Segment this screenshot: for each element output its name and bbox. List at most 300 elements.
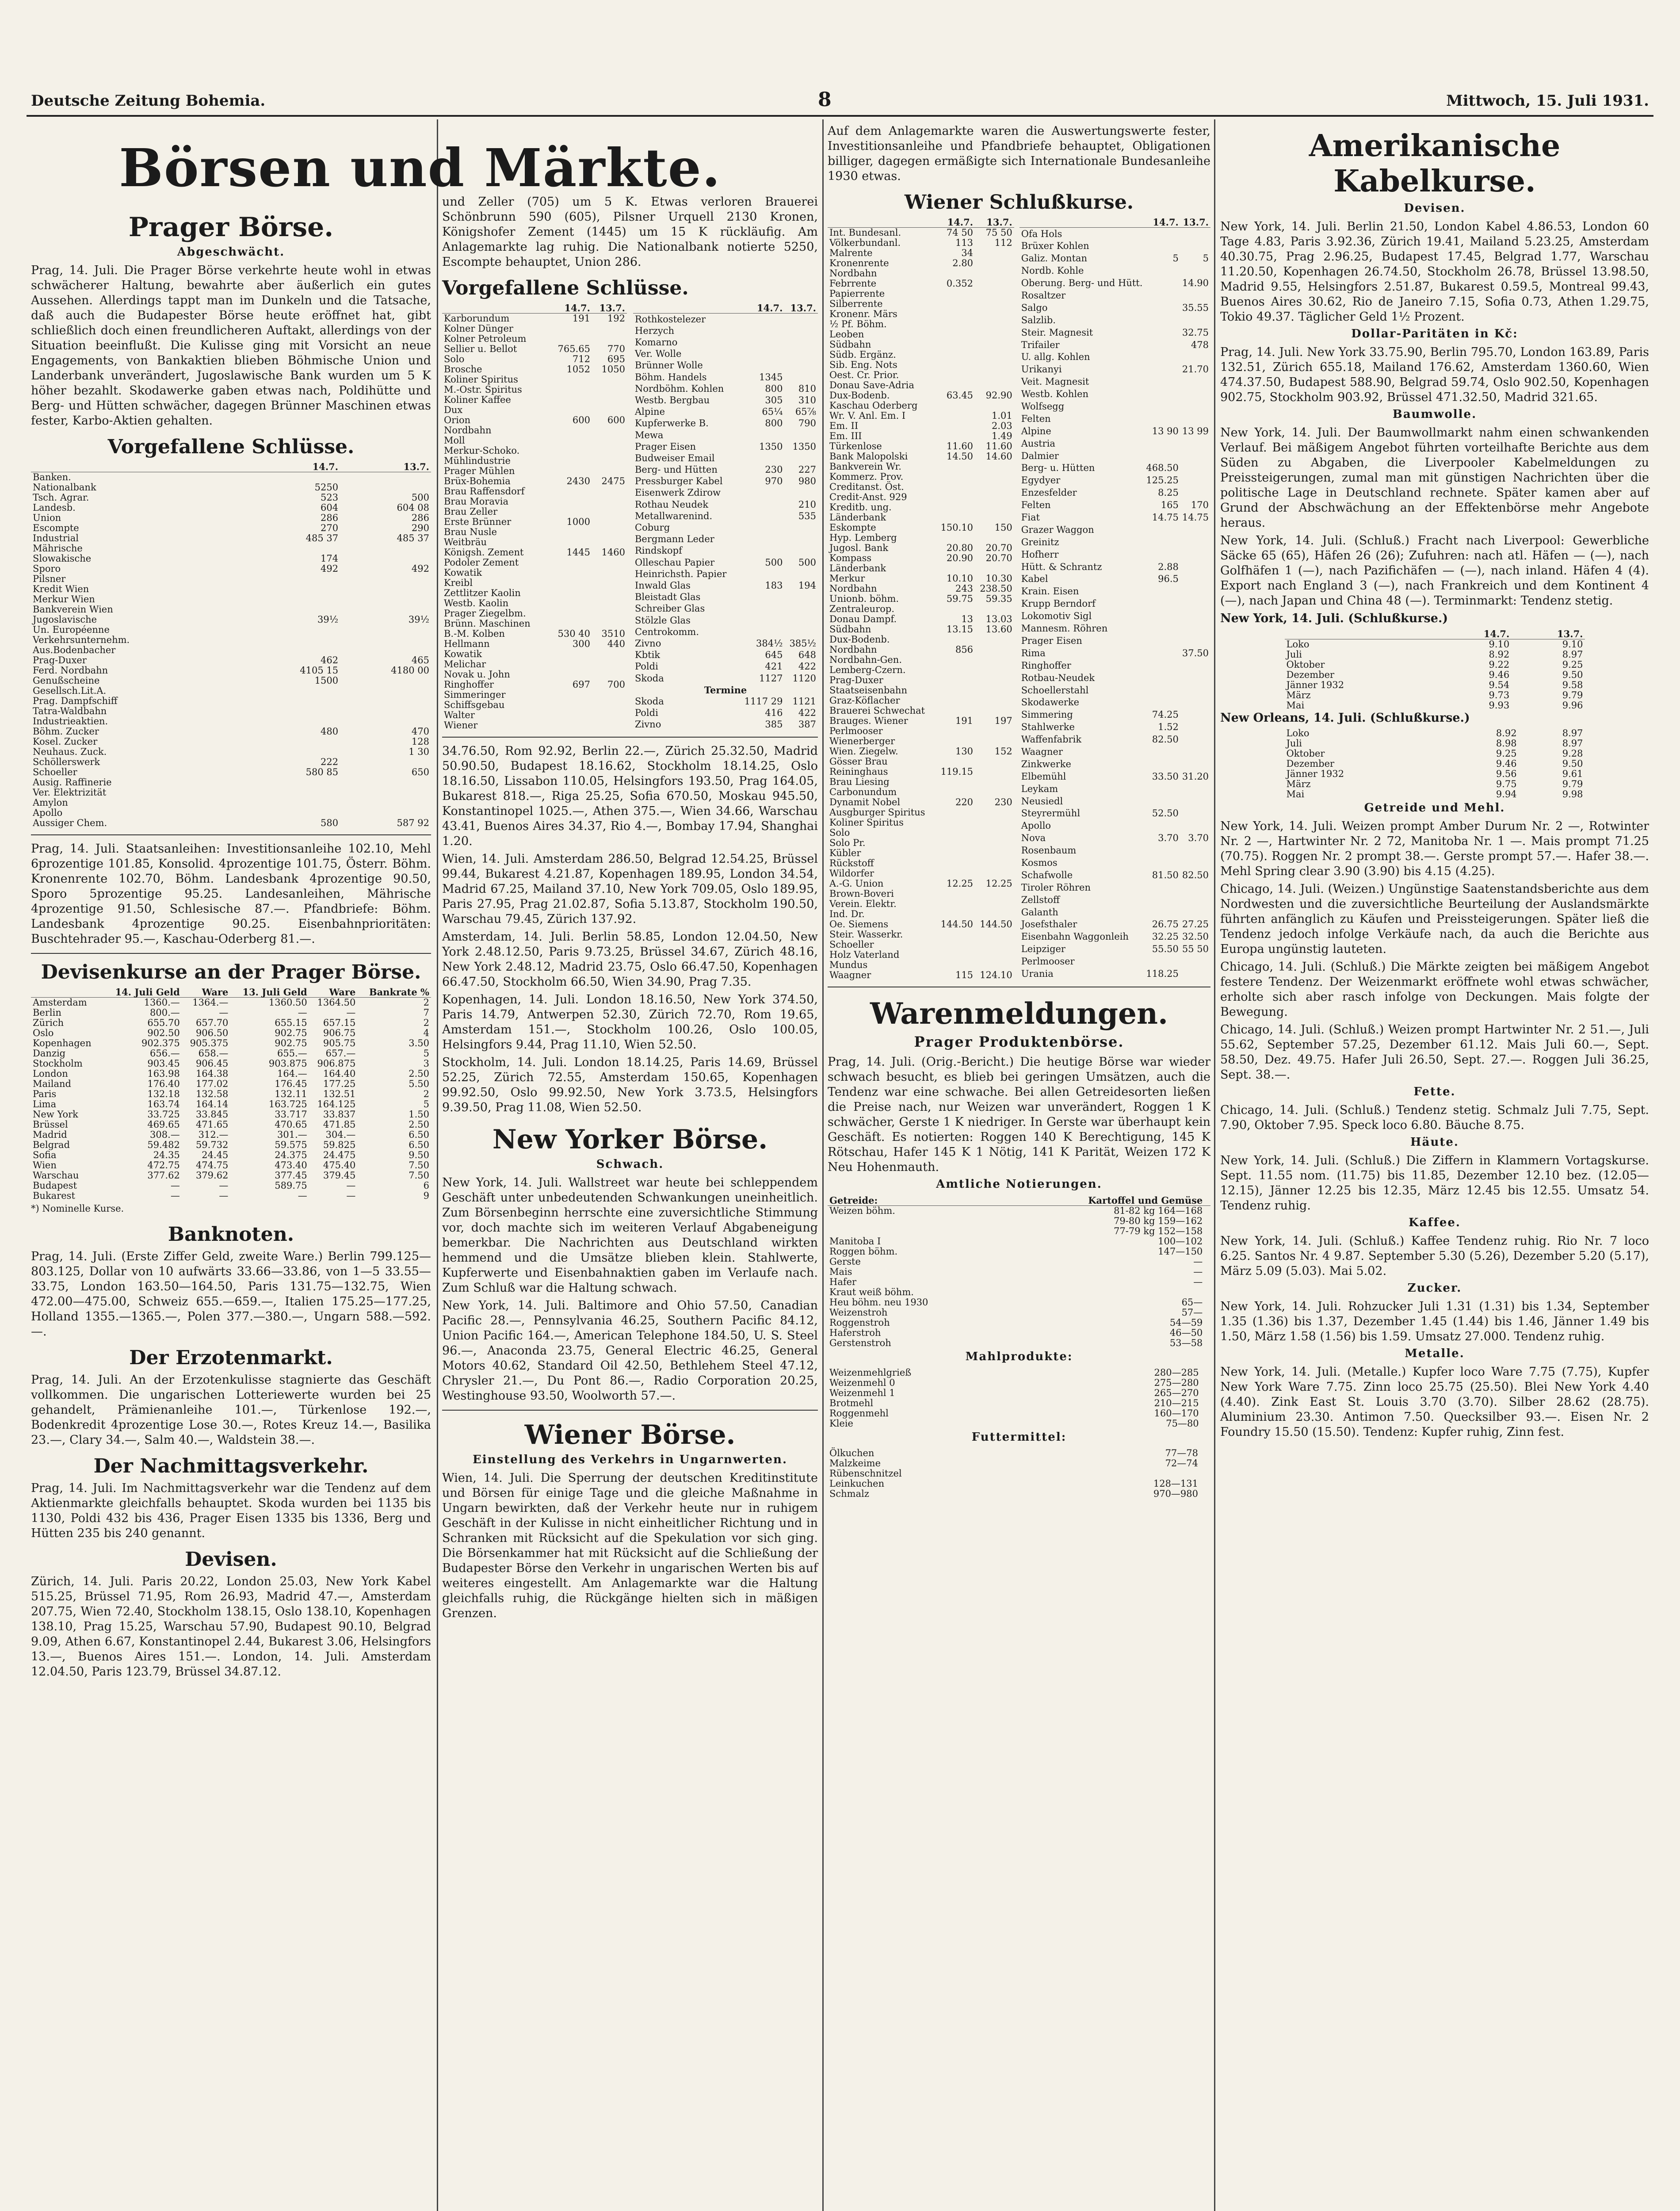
table-row xyxy=(1019,450,1210,462)
table-row xyxy=(633,557,818,568)
row-value xyxy=(935,909,975,919)
table-row xyxy=(828,1378,1210,1388)
chicago-text-2: Chicago, 14. Juli. (Schluß.) Die Märkte zeigten bei mäßigem Angebot festere Tendenz. Der Weizenmarkt eröffnete wohl etwas schwächer, erholte sich aber rasch infolge von Deckungen. Mais folgte der Bewegung. xyxy=(1220,960,1649,1019)
table-row xyxy=(828,340,1014,350)
table-row xyxy=(1285,749,1585,759)
column-header xyxy=(442,303,549,314)
table-row xyxy=(633,383,818,394)
row-label: Hofherr xyxy=(1021,549,1059,560)
row-value xyxy=(975,299,1014,309)
table-row xyxy=(31,777,431,788)
column-header: 14.7. xyxy=(549,303,592,314)
prager-boerse-subtitle: Abgeschwächt. xyxy=(177,245,285,259)
row-label: Pilsner xyxy=(33,574,66,584)
row-label: Verein. Elektr. xyxy=(829,899,897,909)
row-label: Schmalz xyxy=(829,1488,869,1499)
kabel-devisen-text: New York, 14. Juli. Berlin 21.50, London Kabel 4.86.53, London 60 Tage 4.83, Paris 3.92.36, Zürich 19.41, Mailand 5.23.25, Amsterdam 40.30.75, Prag 2.96.25, Budapest 17.45, Belgrad 1.77, Warschau 11.20.50, Kopenhagen 26.74.50, Stockholm 26.78, Brüssel 13.98.50, Madrid 9.55, Helsingfors 2.51.87, Bukarest 0.59.5, Montreal 99.43, Buenos Aires 30.62, Rio de Janeiro 7.15, Sofia 0.73, Athen 1.29.75, Tokio 49.37. Täglicher Geld 1½ Prozent. xyxy=(1220,220,1649,324)
row-label xyxy=(828,1226,1003,1236)
row-value: 144.50 xyxy=(940,919,974,930)
table-row xyxy=(442,680,627,690)
table-row xyxy=(1019,277,1210,290)
row-value xyxy=(549,334,592,344)
row-value xyxy=(935,889,975,899)
row-value xyxy=(340,798,431,808)
row-value xyxy=(975,635,1014,645)
row-label: Prager Eisen xyxy=(635,441,696,452)
row-value xyxy=(975,767,1014,777)
row-value: 421 xyxy=(765,661,783,672)
row-label: Kraut weiß böhm. xyxy=(829,1287,914,1297)
row-label: Merkur-Schoko. xyxy=(444,445,520,456)
row-value: 4180 00 xyxy=(391,665,429,676)
row-value xyxy=(592,720,627,731)
row-label: Holz Vaterland xyxy=(829,949,900,960)
row-label: Ver. Wolle xyxy=(635,348,682,360)
table-row xyxy=(828,685,1014,696)
row-value: 3.70 xyxy=(1158,833,1179,844)
row-value xyxy=(1204,1257,1210,1267)
row-value: — xyxy=(170,1190,180,1201)
row-value: — xyxy=(1193,1277,1203,1287)
row-value: 163.725 xyxy=(268,1099,307,1109)
ny-boerse-quotes: New York, 14. Juli. Baltimore and Ohio 57.50, Canadian Pacific 28.—, Pennsylvania 46.25, Southern Pacific 84.12, Union Pacific 164.—, American Telephone 184.50, U. S. Steel 96.—, Anaconda 23.75, General Electric 46.25, General Motors 40.62, Standard Oil 42.50, Bethlehem Steel 47.12, Chrysler 21.—, Du Pont 86.—, Radio Corporation 20.25, Westinghouse 93.50, Woolworth 57.—. xyxy=(442,1299,818,1403)
row-value: 165 xyxy=(1161,500,1179,511)
baumwolle-text: New York, 14. Juli. Der Baumwollmarkt nahm einen schwankenden Verlauf. Bei mäßigem Angebot führten vorteilhafte Berichte aus dem Süden zu Abgaben, die Liverpooler Kabelmeldungen zu Preissteigerungen, zumal man mit günstigen Nachrichten über die politische Lage in Deutschland rechnete. Später kamen aber auf Grund der Abschwächung an der Effektenbörse mehr Angebote heraus. xyxy=(1220,426,1649,530)
table-row xyxy=(1019,240,1210,252)
row-value: 470 xyxy=(411,726,429,737)
table-row xyxy=(633,615,818,626)
table-row xyxy=(828,787,1014,797)
futtermittel-title: Futtermittel: xyxy=(971,1431,1067,1444)
row-value: 9.25 xyxy=(1562,659,1583,670)
row-label: Zellstoff xyxy=(1021,894,1060,905)
row-value xyxy=(340,604,431,615)
row-value: 176.40 xyxy=(147,1079,180,1089)
row-label: Wiener xyxy=(444,720,478,731)
table-row xyxy=(31,543,431,554)
row-label: Westb. Bergbau xyxy=(635,394,710,405)
row-value xyxy=(1180,906,1210,918)
column-header: 14. Juli Geld xyxy=(103,987,182,998)
row-value xyxy=(935,960,975,970)
row-label: Krupp Berndorf xyxy=(1021,598,1096,609)
row-value xyxy=(1144,277,1180,290)
row-value: 7.50 xyxy=(409,1160,429,1171)
row-value xyxy=(935,706,975,716)
row-value: 587 92 xyxy=(397,818,429,828)
row-label: Waagner xyxy=(829,970,871,980)
column-header: 14.7. xyxy=(935,217,975,228)
column-header: 13.7. xyxy=(592,303,627,314)
row-value: 1050 xyxy=(601,364,625,375)
notierungen-title: Amtliche Notierungen. xyxy=(936,1178,1102,1191)
row-value: 74.25 xyxy=(1152,709,1179,720)
row-value: 4 xyxy=(423,1028,429,1038)
row-value xyxy=(738,510,785,522)
row-label: Kopenhagen xyxy=(33,1038,92,1048)
row-value xyxy=(935,309,975,319)
table-row xyxy=(1019,709,1210,721)
table-row xyxy=(828,757,1014,767)
row-value xyxy=(1144,758,1180,770)
table-row xyxy=(828,746,1014,757)
row-label: Mühlindustrie xyxy=(444,455,511,466)
row-value: 492 xyxy=(411,563,429,574)
row-label: Solo xyxy=(829,827,850,838)
row-label: Rotbau-Neudek xyxy=(1021,672,1095,683)
row-value: — xyxy=(1193,1256,1203,1267)
row-value: 11.60 xyxy=(946,441,974,451)
row-value: 197 xyxy=(994,715,1012,726)
table-row xyxy=(31,513,431,523)
row-value: 177.25 xyxy=(323,1079,356,1089)
row-label: Kredit Wien xyxy=(33,584,89,594)
row-value: 24.475 xyxy=(323,1150,356,1160)
row-value xyxy=(1144,450,1180,462)
row-value xyxy=(1200,1469,1210,1479)
row-value: 81.50 xyxy=(1152,869,1179,880)
row-value: 9.73 xyxy=(1489,690,1510,700)
row-value: 485 37 xyxy=(305,533,339,543)
row-label: Sellier u. Bellot xyxy=(444,344,517,354)
table-row xyxy=(1019,845,1210,857)
row-value xyxy=(1144,647,1180,659)
row-value xyxy=(549,497,592,507)
column-header: 14.7. xyxy=(249,462,340,472)
row-value: 9.46 xyxy=(1489,669,1510,680)
row-label: Kreibl xyxy=(444,578,473,588)
row-value: 2430 xyxy=(566,476,590,486)
table-row xyxy=(31,716,431,727)
row-label: Wildorfer xyxy=(829,868,874,879)
row-label: Manitoba I xyxy=(829,1236,881,1247)
row-value xyxy=(1204,1267,1210,1277)
row-label: Brau Nusle xyxy=(444,527,497,537)
row-label: Lemberg-Czern. xyxy=(829,665,906,675)
row-label: Moll xyxy=(444,435,465,446)
row-value xyxy=(1003,1287,1205,1297)
row-value xyxy=(784,337,818,348)
table-row xyxy=(442,578,627,588)
row-label: Brünner Wolle xyxy=(635,360,703,371)
row-value xyxy=(1180,684,1210,696)
column-header: 13.7. xyxy=(975,217,1014,228)
table-row xyxy=(31,727,431,737)
row-value xyxy=(975,563,1014,574)
row-label: Berlin xyxy=(33,1007,61,1018)
row-label: Aus.Bodenbacher xyxy=(33,645,116,655)
row-value: 55 50 xyxy=(1182,944,1209,955)
row-value xyxy=(1144,857,1180,869)
row-value xyxy=(1144,684,1180,696)
row-value: 3510 xyxy=(601,628,625,639)
row-label: Inwald Glas xyxy=(635,580,691,591)
row-label: Brüssel xyxy=(33,1119,68,1130)
ny-boerse-subtitle: Schwach. xyxy=(596,1158,664,1171)
row-value: 9.56 xyxy=(1496,769,1517,779)
row-value: 286 xyxy=(411,513,429,523)
vorgefallene-title: Vorgefallene Schlüsse. xyxy=(107,436,355,458)
table-row xyxy=(828,1297,1210,1308)
row-value xyxy=(738,360,785,371)
row-label: Weitbräu xyxy=(444,537,487,547)
table-row xyxy=(828,879,1014,889)
row-label: Rima xyxy=(1021,647,1046,658)
row-label: Felten xyxy=(1021,500,1051,511)
row-value: 13 90 xyxy=(1152,425,1179,436)
row-value: 906.50 xyxy=(195,1028,229,1038)
row-label: Kosel. Zucker xyxy=(33,736,98,747)
row-label: Neuhaus. Zuck. xyxy=(33,746,107,757)
column-header xyxy=(31,987,103,998)
row-label: Steir. Wasserkr. xyxy=(829,929,903,940)
column-header: 13. Juli Geld xyxy=(230,987,309,998)
row-value xyxy=(592,436,627,446)
row-label: Belgrad xyxy=(33,1140,70,1150)
row-value xyxy=(1180,228,1210,241)
row-value: 1052 xyxy=(566,364,590,375)
row-value: 74 50 xyxy=(946,227,974,238)
row-label: Zinkwerke xyxy=(1021,758,1071,769)
table-row xyxy=(442,344,627,354)
row-label: Unionb. böhm. xyxy=(829,593,899,604)
row-value xyxy=(975,513,1014,523)
row-value: 1120 xyxy=(792,673,816,684)
row-label: Oe. Siemens xyxy=(829,919,889,930)
row-label: Tiroler Röhren xyxy=(1021,882,1091,893)
table-row xyxy=(828,492,1014,502)
row-value: 79-80 kg 159—162 xyxy=(1114,1216,1203,1226)
row-label: Rothau Neudek xyxy=(635,499,709,510)
row-value: 9 xyxy=(423,1190,429,1201)
row-value: 9.46 xyxy=(1496,758,1517,769)
row-label: Paris xyxy=(33,1089,57,1099)
row-label: Nordbahn xyxy=(829,268,877,279)
row-value xyxy=(549,385,592,395)
table-row xyxy=(442,364,627,375)
row-value xyxy=(1144,795,1180,807)
row-label: Wien. Ziegelw. xyxy=(829,746,898,757)
table-row xyxy=(442,608,627,619)
row-value: 906.45 xyxy=(195,1058,229,1069)
row-value: 230 xyxy=(994,797,1012,807)
row-label: Madrid xyxy=(33,1129,67,1140)
row-value xyxy=(738,499,785,510)
row-label: Amylon xyxy=(33,797,68,808)
row-value: 800 xyxy=(765,383,783,394)
table-row xyxy=(1285,700,1585,711)
row-value: 59.575 xyxy=(275,1140,307,1150)
row-value xyxy=(249,604,340,615)
row-value xyxy=(975,258,1014,268)
row-value: 13 xyxy=(961,614,974,624)
row-value xyxy=(738,452,785,464)
row-value xyxy=(784,615,818,626)
row-value xyxy=(975,848,1014,858)
row-label: Ver. Elektrizität xyxy=(33,787,107,798)
row-label: Mundus xyxy=(829,960,868,970)
row-label: New York xyxy=(33,1109,78,1120)
row-value xyxy=(975,726,1014,736)
row-value: 980 xyxy=(798,476,816,487)
row-value xyxy=(249,788,340,798)
row-value xyxy=(549,507,592,517)
row-value xyxy=(1180,734,1210,746)
banknoten-text: Prag, 14. Juli. (Erste Ziffer Geld, zweite Ware.) Berlin 799.125—803.125, Dollar von 10 aufwärts 33.66—33.86, von 1—5 33.55—33.75, London 163.50—164.50, Paris 131.75—132.75, Wien 472.00—475.00, Schweiz 655.—659.—, Italien 175.25—177.25, Holland 1355.—1365.—, Polen 377.—380.—, Ungarn 588.—592.—. xyxy=(31,1250,431,1339)
row-label: Gesellsch.Lit.A. xyxy=(33,685,107,696)
row-value xyxy=(340,635,431,645)
row-value xyxy=(249,543,340,554)
table-row xyxy=(442,588,627,598)
table-row xyxy=(828,1308,1210,1318)
table-row xyxy=(828,441,1014,451)
row-value: 174 xyxy=(321,553,339,564)
row-label: Rindskopf xyxy=(635,545,682,556)
row-label: Länderbank xyxy=(829,512,886,523)
row-label: Oktober xyxy=(1286,659,1325,670)
row-value xyxy=(592,405,627,415)
row-label: Budweiser Email xyxy=(635,452,715,463)
row-value: — xyxy=(346,1007,356,1018)
row-value: — xyxy=(298,1190,307,1201)
row-value: 55.50 xyxy=(1152,944,1179,955)
row-value xyxy=(1144,598,1180,610)
row-label: Leoben xyxy=(829,329,864,340)
row-value: 8.97 xyxy=(1562,728,1583,738)
row-value: 2.50 xyxy=(409,1068,429,1079)
row-label: Schiffsgebau xyxy=(444,700,505,710)
table-row xyxy=(1019,401,1210,413)
row-value xyxy=(340,584,431,594)
row-label: Zivno xyxy=(635,638,661,649)
row-value xyxy=(1180,314,1210,326)
row-value xyxy=(975,370,1014,380)
ny-boerse-title: New Yorker Börse. xyxy=(492,1124,768,1155)
table-row xyxy=(1285,728,1585,738)
haeute-title: Häute. xyxy=(1410,1136,1459,1149)
row-value: 81-82 kg 164—168 xyxy=(1114,1205,1203,1216)
row-value xyxy=(935,411,975,421)
table-row xyxy=(1019,635,1210,647)
table-row xyxy=(31,1150,431,1160)
row-value xyxy=(784,603,818,615)
row-value xyxy=(549,578,592,588)
row-value xyxy=(738,534,785,545)
row-value xyxy=(340,808,431,818)
row-label: Melichar xyxy=(444,659,486,669)
row-value xyxy=(549,466,592,476)
row-value xyxy=(1204,1277,1210,1287)
row-value xyxy=(1144,894,1180,906)
row-value xyxy=(340,706,431,716)
table-row xyxy=(828,523,1014,533)
table-row xyxy=(31,533,431,543)
row-label: Karborundum xyxy=(444,313,510,324)
row-label: Länderbank xyxy=(829,563,886,574)
wiener-boerse-title: Wiener Börse. xyxy=(524,1419,736,1450)
table-row xyxy=(1019,265,1210,277)
row-label: Solo xyxy=(444,354,465,364)
table-row xyxy=(442,415,627,425)
table-row xyxy=(1019,894,1210,906)
row-value: 115 xyxy=(955,970,974,980)
table-row xyxy=(828,767,1014,777)
table-row xyxy=(1285,759,1585,769)
row-label: Egydyer xyxy=(1021,475,1061,486)
row-value xyxy=(975,685,1014,696)
row-value: 9.96 xyxy=(1562,700,1583,711)
kabel-devisen-subtitle: Devisen. xyxy=(1404,202,1466,215)
table-row xyxy=(633,394,818,406)
row-label: Steyrermühl xyxy=(1021,808,1081,819)
row-value xyxy=(1180,807,1210,820)
row-label: Orion xyxy=(444,415,471,425)
row-label: Nordb. Kohle xyxy=(1021,265,1084,276)
row-value: 2 xyxy=(423,1018,429,1028)
row-value xyxy=(592,517,627,527)
row-value: 33.50 xyxy=(1152,771,1179,782)
row-label: ½ Pf. Böhm. xyxy=(829,319,887,329)
row-value: 9.25 xyxy=(1496,748,1517,759)
table-row xyxy=(31,706,431,716)
column-header: Bankrate % xyxy=(357,987,431,998)
row-label: Sofia xyxy=(33,1150,57,1160)
row-value xyxy=(1144,290,1180,302)
table-row xyxy=(1019,487,1210,499)
table-row xyxy=(31,625,431,635)
table-row xyxy=(442,354,627,364)
row-value xyxy=(935,350,975,360)
row-value: 387 xyxy=(798,719,816,730)
row-value xyxy=(935,380,975,390)
table-row xyxy=(31,635,431,645)
row-value xyxy=(935,930,975,940)
row-value xyxy=(1180,437,1210,450)
row-value xyxy=(935,940,975,950)
row-value xyxy=(1180,474,1210,487)
table-row xyxy=(1019,672,1210,684)
row-value xyxy=(340,482,431,493)
table-row xyxy=(31,788,431,798)
row-value xyxy=(975,401,1014,411)
row-label: Oberung. Berg- und Hütt. xyxy=(1021,278,1143,289)
staatsanleihen-text: Prag, 14. Juli. Staatsanleihen: Investitionsanleihe 102.10, Mehl 6prozentige 101.85, Konsolid. 4prozentige 101.75, Österr. Böhm. Kronenrente 102.70, Böhm. Landesbank 4prozentige 90.50, Sporo 5prozentige 95.25. Landesanleihen, Mährische 4prozentige 91.50, Schlesische 87.—. Pfandbriefe: Böhm. Landesbank 4prozentige 90.25. Eisenbahnprioritäten: Buschtehrader 95.—, Kaschau-Oderberg 81.—. xyxy=(31,842,431,946)
row-value: — xyxy=(346,1180,356,1191)
row-value xyxy=(975,675,1014,685)
row-value xyxy=(549,436,592,446)
table-row xyxy=(828,818,1014,828)
row-label: Warschau xyxy=(33,1170,79,1181)
table-row xyxy=(31,767,431,777)
column-header: Ware xyxy=(309,987,358,998)
mahlprodukte-title: Mahlprodukte: xyxy=(965,1350,1073,1363)
row-value xyxy=(340,645,431,655)
haeute-text: New York, 14. Juli. (Schluß.) Die Ziffern in Klammern Vortagskurse. Sept. 11.55 nom. (11.75) bis 11.85, Dezember 12.10 bez. (12.05—12.15), Jänner 12.25 bis 12.35, März 12.45 bis 12.55. Umsatz 54. Tendenz ruhig. xyxy=(1220,1154,1649,1213)
table-row xyxy=(31,1191,431,1201)
row-value: 3 xyxy=(423,1058,429,1069)
row-value xyxy=(738,603,785,615)
row-value: 5250 xyxy=(314,482,339,493)
table-row xyxy=(828,563,1014,574)
row-value xyxy=(1201,1388,1210,1398)
row-value xyxy=(1144,623,1180,635)
row-value xyxy=(1144,820,1180,832)
banknoten-title: Banknoten. xyxy=(168,1223,294,1246)
row-value: 164.40 xyxy=(323,1068,356,1079)
row-value: — xyxy=(346,1190,356,1201)
row-value: 474.75 xyxy=(195,1160,229,1171)
row-value xyxy=(1201,1408,1210,1419)
